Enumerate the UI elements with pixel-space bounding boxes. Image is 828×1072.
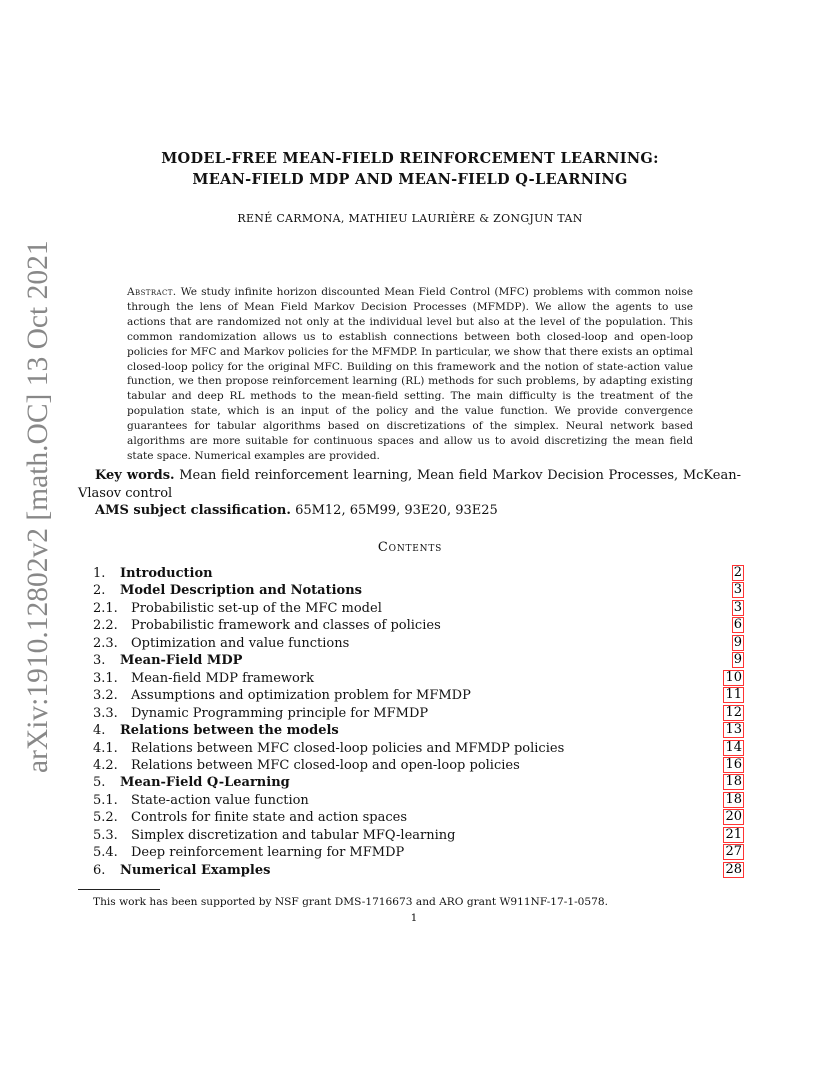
toc-page-link[interactable]: 13 <box>725 722 742 738</box>
toc-page-link[interactable]: 9 <box>733 634 742 650</box>
toc-entry[interactable] <box>93 722 743 739</box>
toc-entry-title: Numerical Examples <box>120 862 271 878</box>
paper-authors: RENÉ CARMONA, MATHIEU LAURIÈRE & ZONGJUN TAN <box>237 212 583 225</box>
toc-entry[interactable] <box>93 617 743 634</box>
toc-entry[interactable] <box>93 827 743 844</box>
toc-entry-number: 1. <box>93 566 106 581</box>
toc-entry-number: 5.4. <box>93 845 118 861</box>
toc-entry-number: 4.1. <box>93 740 118 756</box>
keywords-text: Mean field reinforcement learning, Mean field Markov Decision Processes, McKean-Vlasov control <box>78 468 741 501</box>
paper-title-line-1: MODEL-FREE MEAN-FIELD REINFORCEMENT LEARNING: <box>161 150 659 167</box>
toc-entry-number: 3. <box>93 653 106 669</box>
toc-entry-title: Probabilistic set-up of the MFC model <box>131 600 382 616</box>
toc-entry-number: 3.2. <box>93 688 118 704</box>
toc-entry[interactable] <box>93 774 743 791</box>
abstract <box>127 285 693 464</box>
ams-label: AMS subject classification. <box>95 503 291 518</box>
toc-page-link[interactable]: 11 <box>725 687 742 703</box>
toc-entry[interactable] <box>93 565 743 582</box>
keywords-label: Key words. <box>95 468 175 483</box>
toc-entry[interactable] <box>93 862 743 879</box>
toc-entry-number: 5.1. <box>93 792 118 808</box>
toc-entry[interactable] <box>93 635 743 652</box>
toc-entry-title: Mean-Field Q-Learning <box>120 775 290 791</box>
toc-entry[interactable] <box>93 652 743 669</box>
toc-page-link[interactable]: 12 <box>725 704 742 720</box>
toc-entry-title: State-action value function <box>131 792 309 808</box>
toc-page-link[interactable]: 2 <box>733 565 742 580</box>
toc-entry-title: Deep reinforcement learning for MFMDP <box>131 845 405 861</box>
ams-codes: 65M12, 65M99, 93E20, 93E25 <box>295 503 498 518</box>
toc-entry[interactable] <box>93 600 743 617</box>
toc-entry-number: 5. <box>93 775 106 791</box>
toc-entry-title: Relations between MFC closed-loop and open-loop policies <box>131 757 520 773</box>
toc-entry[interactable] <box>93 670 743 687</box>
ams-classification <box>95 502 735 520</box>
toc-page-link[interactable]: 16 <box>725 756 742 772</box>
toc-entry[interactable] <box>93 582 743 599</box>
paper-title-line-2: MEAN-FIELD MDP AND MEAN-FIELD Q-LEARNING <box>192 171 628 188</box>
toc-entry-title: Dynamic Programming principle for MFMDP <box>131 705 429 721</box>
toc-entry-number: 5.2. <box>93 810 118 826</box>
toc-entry-title: Relations between the models <box>120 723 339 739</box>
toc-page-link[interactable]: 3 <box>733 582 742 598</box>
contents-heading: Contents <box>377 540 443 555</box>
toc-entry-title: Introduction <box>120 566 213 581</box>
toc-entry-title: Model Description and Notations <box>120 583 362 599</box>
toc-entry[interactable] <box>93 844 743 861</box>
toc-entry-title: Relations between MFC closed-loop policies and MFMDP policies <box>131 740 565 756</box>
toc-entry-number: 4.2. <box>93 757 118 773</box>
abstract-text: We study infinite horizon discounted Mean Field Control (MFC) problems with common noise through the lens of Mean Field Markov Decision Processes (MFMDP). We allow the agents to use actions that are randomized not only at the individual level but also at the level of the population. This common randomization allows us to establish connections between both closed-loop and open-loop policies for MFC and Markov policies for the MFMDP. In particular, we show that there exists an optimal closed-loop policy for the original MFC. Building on this framework and the notion of state-action value function, we then propose reinforcement learning (RL) methods for such problems, by adapting existing tabular and deep RL methods to the mean-field setting. The main difficulty is the treatment of the population state, which is an input of the policy and the value function. We provide convergence guarantees for tabular algorithms based on discretizations of the simplex. Neural network based algorithms are more suitable for continuous spaces and allow us to avoid discretizing the mean field state space. Numerical examples are provided. <box>127 286 693 462</box>
toc-entry-number: 6. <box>93 862 106 878</box>
toc-entry-number: 5.3. <box>93 827 118 843</box>
toc-entry[interactable] <box>93 705 743 722</box>
keywords <box>78 467 741 503</box>
footnote-rule <box>78 889 160 890</box>
toc-page-link[interactable]: 10 <box>725 669 742 685</box>
funding-footnote: This work has been supported by NSF grant DMS-1716673 and ARO grant W911NF-17-1-0578. <box>93 896 608 908</box>
toc-page-link[interactable]: 21 <box>725 826 742 842</box>
toc-entry-title: Assumptions and optimization problem for MFMDP <box>131 688 471 704</box>
toc-entry-title: Probabilistic framework and classes of policies <box>131 618 441 634</box>
toc-entry-title: Controls for finite state and action spaces <box>131 810 408 826</box>
toc-page-link[interactable]: 3 <box>733 599 742 615</box>
toc-entry[interactable] <box>93 687 743 704</box>
page-number: 1 <box>410 912 418 924</box>
toc-page-link[interactable]: 18 <box>725 791 742 807</box>
toc-entry-number: 3.3. <box>93 705 118 721</box>
toc-entry-title: Mean-Field MDP <box>120 653 243 669</box>
toc-entry-title: Optimization and value functions <box>131 635 350 651</box>
toc-entry[interactable] <box>93 809 743 826</box>
toc-page-link[interactable]: 20 <box>725 809 742 825</box>
toc-entry-number: 2. <box>93 583 106 599</box>
toc-entry-number: 3.1. <box>93 670 118 686</box>
toc-entry-title: Mean-field MDP framework <box>131 670 314 686</box>
toc-entry-number: 2.2. <box>93 618 118 634</box>
toc-page-link[interactable]: 28 <box>725 861 742 877</box>
toc-entry-number: 2.3. <box>93 635 118 651</box>
toc-entry-number: 4. <box>93 723 106 739</box>
abstract-label: Abstract. <box>127 286 177 298</box>
toc-page-link[interactable]: 14 <box>725 739 742 755</box>
toc-page-link[interactable]: 18 <box>725 774 742 790</box>
toc-page-link[interactable]: 9 <box>733 652 742 668</box>
toc-entry[interactable] <box>93 792 743 809</box>
toc-entry[interactable] <box>93 757 743 774</box>
toc-entry-number: 2.1. <box>93 600 118 616</box>
arxiv-stamp-text: arXiv:1910.12802v2 [math.OC] 13 Oct 2021 <box>22 240 54 773</box>
toc-page-link[interactable]: 6 <box>733 617 742 633</box>
toc-page-link[interactable]: 27 <box>725 844 742 860</box>
toc-entry-title: Simplex discretization and tabular MFQ-learning <box>131 827 456 843</box>
toc-entry[interactable] <box>93 740 743 757</box>
